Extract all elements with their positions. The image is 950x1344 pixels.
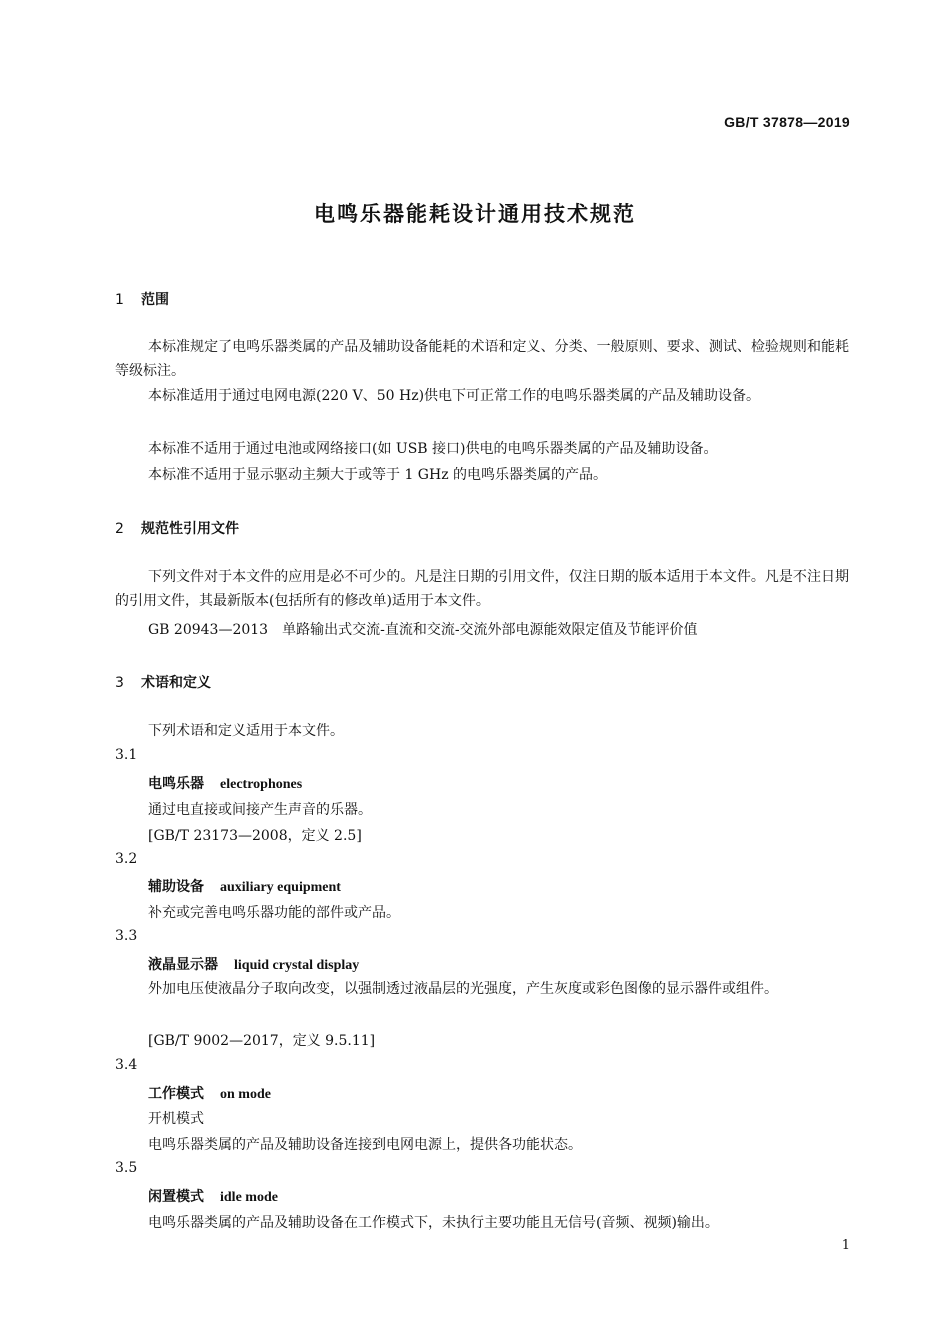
term-entry: [148, 876, 341, 896]
section-title: 规范性引用文件: [141, 521, 239, 537]
section-number: 1: [115, 292, 124, 308]
term-en: auxiliary equipment: [220, 880, 341, 895]
document-title: 电鸣乐器能耗设计通用技术规范: [314, 202, 636, 226]
term-en: electrophones: [220, 777, 303, 792]
clause-number: 3.4: [115, 1057, 138, 1073]
term-entry: [148, 1186, 278, 1206]
term-zh: 液晶显示器: [148, 957, 218, 973]
term-entry: [148, 1083, 271, 1103]
section-heading-scope: [115, 289, 169, 309]
term-definition: 电鸣乐器类属的产品及辅助设备连接到电网电源上，提供各功能状态。: [148, 1137, 582, 1153]
section-title: 范围: [141, 292, 169, 308]
term-entry: [148, 954, 359, 974]
term-zh: 工作模式: [148, 1086, 204, 1102]
section-title: 术语和定义: [141, 675, 211, 691]
paragraph: 本标准不适用于通过电池或网络接口(如 USB 接口)供电的电鸣乐器类属的产品及辅助设备。: [148, 441, 718, 457]
term-entry: [148, 773, 302, 793]
section-heading-normative-references: [115, 518, 239, 538]
paragraph: 本标准适用于通过电网电源(220 V、50 Hz)供电下可正常工作的电鸣乐器类属的产品及辅助设备。: [148, 388, 761, 404]
term-source: [GB/T 23173—2008，定义 2.5]: [148, 828, 362, 844]
clause-number: 3.1: [115, 747, 138, 763]
term-en: liquid crystal display: [234, 958, 360, 973]
term-synonym: 开机模式: [148, 1111, 204, 1127]
clause-number: 3.5: [115, 1160, 138, 1176]
paragraph: 本标准规定了电鸣乐器类属的产品及辅助设备能耗的术语和定义、分类、一般原则、要求、测试、检验规则和能耗等级标注。: [115, 339, 849, 379]
reference-entry: GB 20943—2013 单路输出式交流-直流和交流-交流外部电源能效限定值及节能评价值: [148, 622, 698, 638]
term-definition: 补充或完善电鸣乐器功能的部件或产品。: [148, 905, 400, 921]
paragraph: 本标准不适用于显示驱动主频大于或等于 1 GHz 的电鸣乐器类属的产品。: [148, 467, 608, 483]
term-definition: 电鸣乐器类属的产品及辅助设备在工作模式下，未执行主要功能且无信号(音频、视频)输出。: [148, 1215, 719, 1231]
page-number: 1: [841, 1238, 850, 1253]
term-definition: 外加电压使液晶分子取向改变，以强制透过液晶层的光强度，产生灰度或彩色图像的显示器件或组件。: [148, 981, 778, 997]
term-source: [GB/T 9002—2017，定义 9.5.11]: [148, 1033, 376, 1049]
clause-number: 3.2: [115, 851, 138, 867]
paragraph: 下列文件对于本文件的应用是必不可少的。凡是注日期的引用文件，仅注日期的版本适用于本文件。凡是不注日期的引用文件，其最新版本(包括所有的修改单)适用于本文件。: [115, 569, 849, 609]
term-definition: 通过电直接或间接产生声音的乐器。: [148, 802, 372, 818]
standard-number: GB/T 37878—2019: [724, 114, 850, 130]
section-number: 2: [115, 521, 124, 537]
section-heading-terms: [115, 672, 211, 692]
term-zh: 辅助设备: [148, 879, 204, 895]
term-zh: 闲置模式: [148, 1189, 204, 1205]
term-en: idle mode: [220, 1190, 278, 1205]
term-zh: 电鸣乐器: [148, 776, 204, 792]
section-number: 3: [115, 675, 124, 691]
paragraph: 下列术语和定义适用于本文件。: [148, 723, 344, 739]
clause-number: 3.3: [115, 928, 138, 944]
term-en: on mode: [220, 1087, 271, 1102]
